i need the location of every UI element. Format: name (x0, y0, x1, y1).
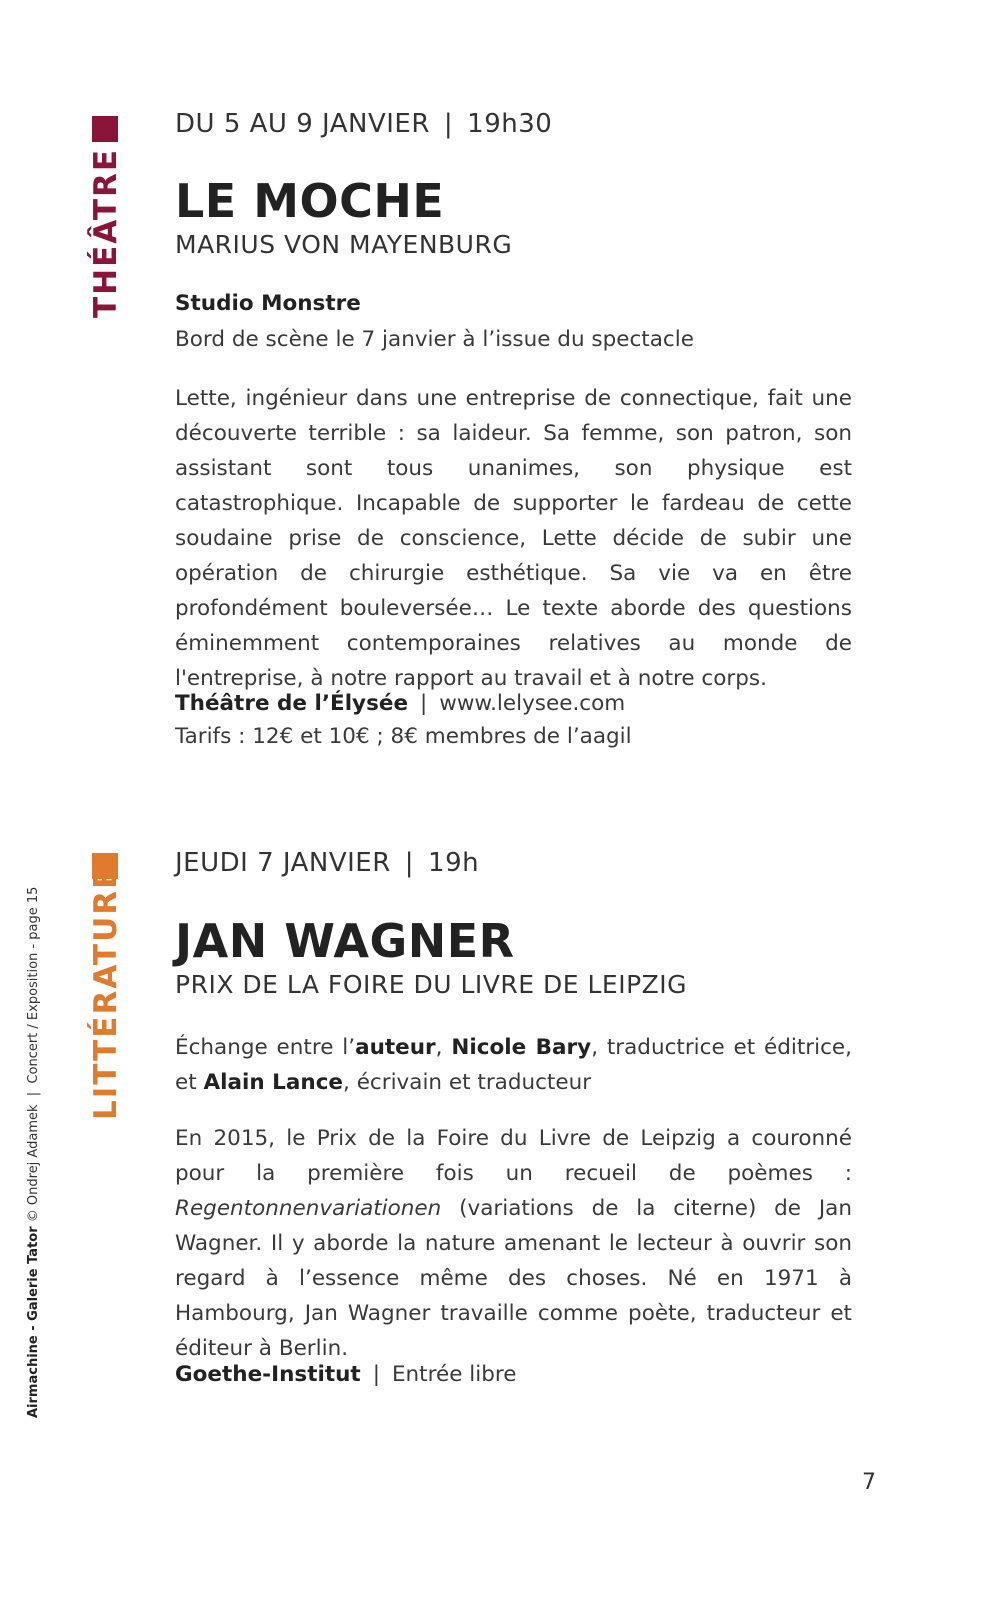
event1-date-text: DU 5 AU 9 JANVIER (175, 109, 430, 139)
event2-exchange (175, 1030, 852, 1100)
separator: | (404, 848, 415, 878)
event1-prices: Tarifs : 12€ et 10€ ; 8€ membres de l’aagil (175, 724, 632, 749)
exchange-text: , traductrice et éditrice, et (175, 1035, 852, 1095)
separator: | (372, 1362, 380, 1387)
exchange-text: Échange entre l’ (175, 1035, 356, 1060)
event2-description (175, 1121, 852, 1366)
exchange-nicole-bary: Nicole Bary (451, 1035, 592, 1060)
event1-title: LE MOCHE (175, 174, 445, 228)
event2-venue: Goethe-Institut (175, 1362, 361, 1387)
event1-date (175, 109, 552, 139)
event1-venue-line (175, 686, 625, 721)
separator: | (420, 691, 428, 716)
event2-title: JAN WAGNER (175, 914, 515, 968)
exchange-alain-lance: Alain Lance (203, 1070, 344, 1095)
event1-time: 19h30 (467, 109, 553, 139)
exchange-author: auteur (355, 1035, 436, 1060)
credit-bold: Airmachine - Galerie Tator (26, 1226, 41, 1418)
credit-rest: © Ondrej Adamek | Concert / Exposition - page 15 (26, 886, 41, 1227)
event2-time: 19h (428, 848, 480, 878)
separator: | (443, 109, 454, 139)
description-text: (variations de la citerne) de Jan Wagner. Il y aborde la nature amenant le lecteur à ouvrir son regard à l’essence même des choses. Né en 1971 à Hambourg, Jan Wagner travaille comme poète, traducteur et éditeur à Berlin. (175, 1196, 852, 1361)
photo-credit (26, 887, 41, 1418)
event2-date (175, 848, 479, 878)
event2-entry: Entrée libre (391, 1362, 517, 1387)
theatre-marker (92, 116, 118, 142)
category-theatre: THÉÂTRE (88, 147, 124, 318)
event1-description: Lette, ingénieur dans une entreprise de connectique, fait une découverte terrible : sa laideur. Sa femme, son patron, son assistant sont tous unanimes, son physique est catastrophique. Incapable de supporter le fardeau de cette soudaine prise de conscience, Lette décide de subir une opération de chirurgie esthétique. Sa vie va en être profondément bouleversée… Le texte aborde des questions éminemment contemporaines relatives au monde de l'entreprise, à notre rapport au travail et à notre corps. (175, 386, 852, 691)
event1-venue: Théâtre de l’Élysée (175, 691, 409, 716)
description-text: En 2015, le Prix de la Foire du Livre de Leipzig a couronné pour la première fois un recueil de poèmes : (175, 1126, 852, 1186)
event1-author: MARIUS VON MAYENBURG (175, 230, 513, 259)
event2-date-text: JEUDI 7 JANVIER (175, 848, 391, 878)
event1-note: Bord de scène le 7 janvier à l’issue du spectacle (175, 327, 694, 352)
category-litterature: LITTÉRATURE (88, 865, 124, 1120)
page-number: 7 (862, 1470, 876, 1495)
exchange-text: , (435, 1035, 452, 1060)
event1-website[interactable]: www.lelysee.com (439, 691, 626, 716)
event2-subtitle: PRIX DE LA FOIRE DU LIVRE DE LEIPZIG (175, 970, 688, 999)
description-title-italic: Regentonnenvariationen (175, 1196, 442, 1221)
event2-venue-line (175, 1357, 516, 1392)
exchange-text: , écrivain et traducteur (343, 1070, 592, 1095)
event1-company: Studio Monstre (175, 291, 361, 316)
